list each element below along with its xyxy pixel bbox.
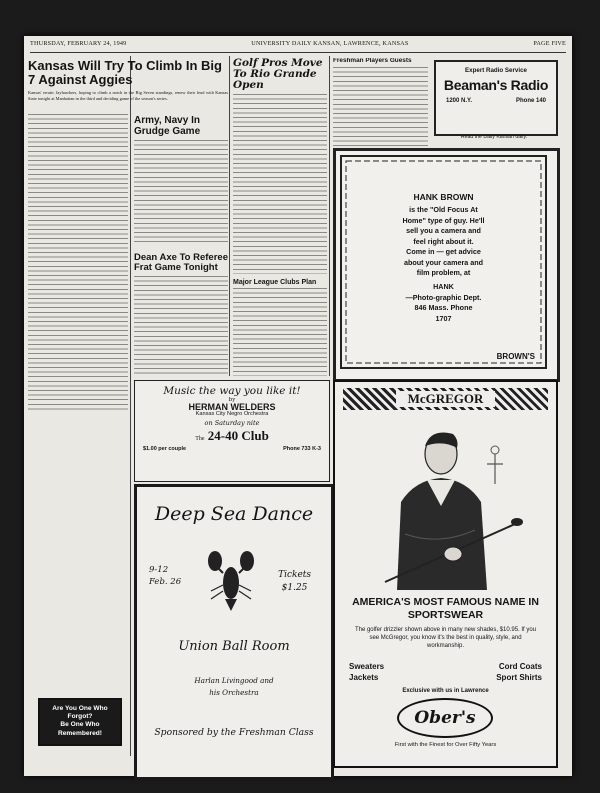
- deep-sea-dance-ad: [134, 484, 334, 780]
- welders-price: $1.00 per couple: [143, 446, 187, 453]
- story-golf-headline: Golf Pros Move To Rio Grande Open: [233, 58, 323, 92]
- browns-shop: HANK: [433, 282, 454, 292]
- mcgregor-item: Cord Coats: [498, 662, 542, 671]
- mcgregor-headline: AMERICA'S MOST FAMOUS NAME IN SPORTSWEAR: [352, 596, 539, 621]
- obers-tagline: First with the Finest for Over Fifty Years: [394, 742, 497, 748]
- browns-signature: BROWN'S: [496, 352, 535, 361]
- beaman-line1: Expert Radio Service: [465, 67, 527, 74]
- deepsea-ticketbox: [278, 569, 311, 594]
- masthead-page: PAGE FIVE: [533, 40, 566, 47]
- story-major-headline: Major League Clubs Plan: [233, 279, 317, 287]
- mcgregor-ad: [333, 380, 558, 768]
- story-kansas-headline: Kansas Will Try To Climb In Big 7 Against Aggies: [28, 58, 222, 88]
- column-rule: [130, 56, 131, 756]
- beaman-name: Beaman's Radio: [443, 76, 549, 93]
- story-kansas-body: [28, 114, 128, 696]
- newspaper-page: [24, 36, 572, 776]
- browns-ad: [333, 148, 560, 382]
- browns-line: is the "Old Focus At: [409, 205, 478, 215]
- welders-when: on Saturday nite: [204, 419, 260, 428]
- deepsea-title: Deep Sea Dance: [154, 503, 314, 525]
- mcgregor-exclusive: Exclusive with us in Lawrence: [402, 688, 489, 694]
- deepsea-bandbox: [137, 675, 331, 698]
- mcgregor-banner: [343, 388, 548, 410]
- column-three: [233, 58, 327, 376]
- beaman-radio-ad: [434, 60, 558, 136]
- column-rule: [229, 56, 230, 376]
- welders-club: 24-40 Club: [207, 428, 269, 444]
- beaman-address: 1200 N.Y.: [446, 98, 473, 105]
- masthead-paper: UNIVERSITY DAILY KANSAN, LAWRENCE, KANSAS: [251, 40, 409, 47]
- browns-phone: 1707: [435, 313, 452, 323]
- mcgregor-item: Sweaters: [349, 662, 385, 671]
- deepsea-venue: Union Ball Room: [178, 639, 290, 654]
- story-army-headline: Army, Navy In Grudge Game: [134, 116, 201, 137]
- masthead-date: THURSDAY, FEBRUARY 24, 1949: [30, 40, 127, 47]
- story-dean-headline: Dean Axe To Referee Frat Game Tonight: [134, 252, 228, 273]
- story-kansas-lead: Kansas' erratic Jayhawkers, hoping to climb a notch in the Big Seven standings, renew their feud with Kansas State tonight at Manhattan in the third and deciding game of the season's series.: [28, 89, 228, 102]
- deepsea-timebox: [149, 565, 181, 589]
- mcgregor-item: Sport Shirts: [496, 672, 542, 682]
- welders-phone: Phone 733 K-3: [283, 446, 321, 453]
- deepsea-price: $1.25: [281, 582, 308, 593]
- deepsea-sponsor: Sponsored by the Freshman Class: [154, 727, 314, 738]
- mcgregor-items: [349, 662, 542, 684]
- story-golf-text: [233, 94, 327, 274]
- welders-ad: [134, 380, 330, 482]
- deepsea-time: 9-12: [149, 565, 169, 575]
- remember-line4: Remembered!: [58, 729, 102, 737]
- deepsea-band2: his Orchestra: [209, 687, 259, 697]
- browns-address: 846 Mass. Phone: [414, 303, 473, 313]
- browns-line: Home" type of guy. He'll: [402, 215, 485, 225]
- story-army-text: [134, 140, 228, 245]
- mcgregor-copy: The golfer drizzler shown above in many new shades, $10.95. If you see McGregor, you know it's the best in quality, style, and workmanship.: [354, 627, 537, 650]
- browns-line: HANK BROWN: [413, 192, 474, 202]
- welders-band-sub: Kansas City Negro Orchestra: [195, 411, 269, 418]
- story-freshman-headline: Freshman Players Guests: [333, 58, 412, 64]
- story-dean-text: [134, 276, 228, 376]
- beaman-phone: Phone 140: [515, 98, 546, 105]
- browns-line: sell you a camera and: [406, 226, 481, 236]
- story-kansas-text: [28, 114, 128, 410]
- remember-line3: Be One Who: [60, 721, 100, 729]
- browns-shop-line: —Photo-graphic Dept.: [405, 292, 482, 302]
- obers-store: Ober's: [414, 708, 476, 728]
- deepsea-date: Feb. 26: [149, 576, 182, 587]
- browns-line: Come in — get advice: [406, 247, 481, 257]
- story-kansas-header: [28, 56, 228, 112]
- browns-line: feel right about it.: [413, 236, 474, 246]
- remember-line1: Are You One Who: [52, 705, 108, 712]
- mcgregor-brand: McGREGOR: [396, 391, 496, 407]
- read-kansan-line: Read the Daily Kansan daily.: [460, 135, 528, 140]
- column-two: [134, 116, 228, 376]
- remember-line2: Forgot?: [67, 713, 93, 721]
- golfer-illustration: [335, 414, 552, 590]
- welders-the: The: [195, 436, 205, 443]
- remember-ad: [38, 698, 122, 746]
- browns-line: film problem, at: [416, 267, 471, 277]
- welders-line1: Music the way you like it!: [163, 385, 301, 397]
- welders-band: HERMAN WELDERS: [188, 402, 276, 412]
- browns-line: about your camera and: [403, 257, 484, 267]
- column-rule: [329, 56, 330, 376]
- obers-logo: [397, 698, 493, 738]
- deepsea-tickets: Tickets: [278, 570, 311, 580]
- deepsea-band: Harlan Livingood and: [194, 676, 274, 685]
- welders-by: by: [228, 397, 236, 403]
- page-masthead: [30, 40, 566, 53]
- mcgregor-item: Jackets: [349, 672, 379, 682]
- story-major-text: [233, 288, 327, 376]
- browns-copy: [356, 191, 531, 324]
- lobster-icon: [201, 545, 261, 615]
